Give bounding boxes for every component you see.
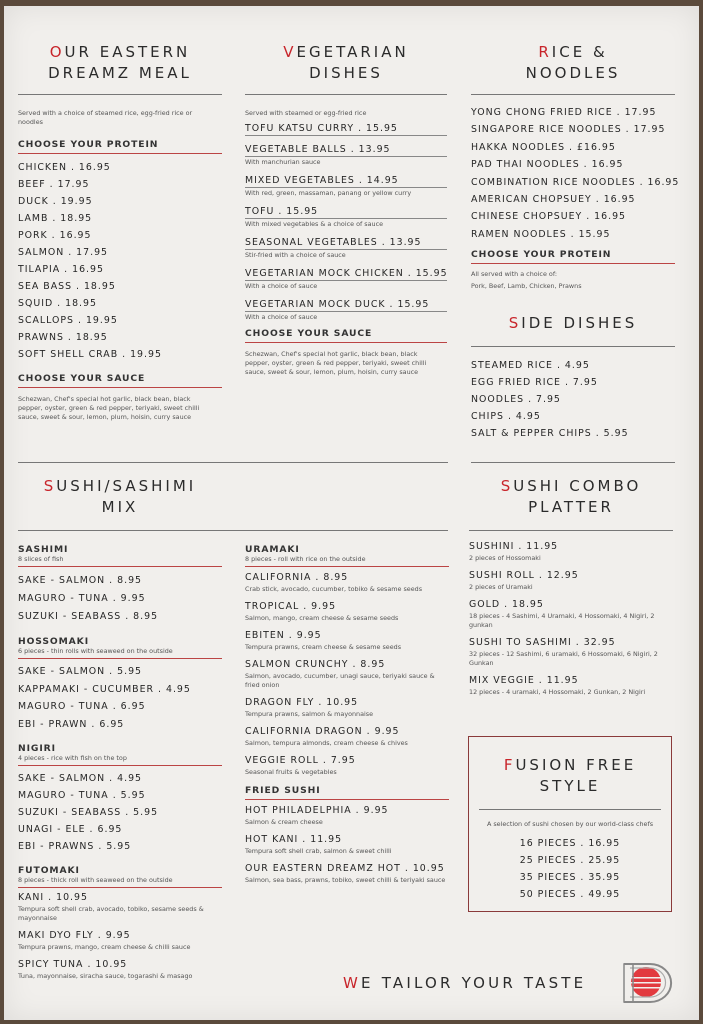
fried-sushi-heading: FRIED SUSHI (245, 785, 321, 796)
menu-item-description: With manchurian sauce (245, 158, 321, 166)
rice-noodles-title (471, 42, 675, 84)
menu-entry (245, 862, 449, 885)
menu-item: MAGURO - TUNA . 5.95 (18, 790, 146, 801)
menu-item: PORK . 16.95 (18, 230, 92, 241)
menu-item-name: SPICY TUNA . 10.95 (18, 959, 128, 970)
menu-item-description: 12 pieces - 4 uramaki, 4 Hossomaki, 2 Gunkan, 2 Nigiri (469, 688, 646, 696)
menu-item: RAMEN NOODLES . 15.95 (471, 228, 611, 240)
restaurant-logo (620, 958, 676, 1008)
menu-item-name: TOFU . 15.95 (245, 205, 447, 219)
side-dishes-title-text: IDE DISHES (521, 314, 638, 333)
futomaki-heading: FUTOMAKI (18, 865, 80, 876)
fusion-title-line1: USION FREE (515, 756, 637, 774)
vegetarian-sauce-description: Schezwan, Chef's special hot garlic, black bean, black pepper, oyster, green & red pepper, teriyaki, sweet chilli sauce, sweet & sour, lemon, plum, hoisin, curry sauce (245, 350, 427, 376)
eastern-description: Served with a choice of steamed rice, egg-fried rice or noodles (18, 109, 193, 126)
divider (18, 658, 222, 659)
menu-entry (245, 236, 447, 260)
menu-item: STEAMED RICE . 4.95 (471, 360, 590, 372)
menu-item-name: KANI . 10.95 (18, 892, 88, 903)
nigiri-list (18, 770, 222, 855)
menu-item: SALMON . 17.95 (18, 247, 109, 258)
side-dishes-list (471, 357, 675, 442)
divider (471, 346, 675, 347)
menu-item: DUCK . 19.95 (18, 196, 93, 207)
menu-item-name: MIX VEGGIE . 11.95 (469, 675, 579, 686)
menu-item: 50 PIECES . 49.95 (519, 889, 621, 900)
hossomaki-heading: HOSSOMAKI (18, 636, 90, 647)
divider (471, 263, 675, 264)
menu-item-description: Salmon & cream cheese (245, 818, 323, 826)
menu-item-description: Crab stick, avocado, cucumber, tobiko & sesame seeds (245, 585, 423, 593)
eastern-protein-list (18, 159, 222, 363)
menu-item: COMBINATION RICE NOODLES . 16.95 (471, 176, 680, 188)
menu-entry (18, 929, 222, 952)
sushi-title-line2: MIX (101, 498, 139, 516)
menu-item-name: VEGETARIAN MOCK CHICKEN . 15.95 (245, 268, 448, 279)
hossomaki-description: 6 pieces - thin rolls with seaweed on the outside (18, 647, 173, 655)
combo-list (469, 540, 673, 697)
menu-entry (245, 143, 447, 167)
eastern-title-initial: O (49, 43, 65, 61)
tagline-text: E TAILOR YOUR TASTE (361, 974, 587, 992)
menu-item-name: SUSHINI . 11.95 (469, 541, 559, 552)
menu-item-description: Stir-fried with a choice of sauce (245, 251, 346, 259)
sashimi-description: 8 slices of fish (18, 555, 64, 563)
combo-title (469, 476, 673, 518)
menu-item-name: HOT KANI . 11.95 (245, 834, 343, 845)
eastern-sauce-heading: CHOOSE YOUR SAUCE (18, 373, 146, 384)
menu-item-name: SUSHI TO SASHIMI . 32.95 (469, 637, 616, 648)
eastern-protein-heading: CHOOSE YOUR PROTEIN (18, 139, 159, 150)
divider (18, 153, 222, 154)
eastern-sauce-description: Schezwan, Chef's special hot garlic, black bean, black pepper, oyster, green & red pepper, teriyaki, sweet chilli sauce, sweet & sour, lemon, plum, hoisin, curry sauce (18, 395, 200, 421)
menu-item: 35 PIECES . 35.95 (519, 872, 621, 883)
combo-title-line1: USHI COMBO (513, 477, 642, 495)
menu-item: SUZUKI - SEABASS . 8.95 (18, 611, 159, 622)
menu-item: EBI - PRAWNS . 5.95 (18, 841, 132, 852)
menu-entry (245, 600, 449, 623)
uramaki-description: 8 pieces - roll with rice on the outside (245, 555, 366, 563)
menu-entry (469, 569, 673, 592)
menu-entry (245, 267, 447, 291)
sushi-title-initial: S (43, 477, 57, 495)
vegetarian-title-initial: V (283, 43, 297, 61)
menu-entry (469, 598, 673, 630)
fusion-title (469, 755, 671, 797)
menu-item-description: Tempura soft shell crab, avocado, tobiko, sesame seeds & mayonnaise (18, 905, 204, 922)
menu-item: MAGURO - TUNA . 6.95 (18, 701, 146, 712)
menu-item: NOODLES . 7.95 (471, 394, 561, 406)
sushi-middle-column (245, 544, 449, 885)
menu-item-name: MAKI DYO FLY . 9.95 (18, 930, 131, 941)
menu-item: EGG FRIED RICE . 7.95 (471, 377, 598, 389)
fusion-title-line2: STYLE (539, 777, 601, 795)
menu-item: TILAPIA . 16.95 (18, 264, 104, 275)
menu-entry (245, 571, 449, 594)
sashimi-list (18, 572, 222, 626)
divider (469, 530, 673, 531)
rice-protein-heading: CHOOSE YOUR PROTEIN (471, 249, 612, 261)
vegetarian-title (245, 42, 447, 84)
menu-item-name: CALIFORNIA DRAGON . 9.95 (245, 726, 400, 737)
rice-protein-description: All served with a choice of: (471, 270, 557, 279)
menu-item: SAKE - SALMON . 4.95 (18, 773, 143, 784)
menu-item: UNAGI - ELE . 6.95 (18, 824, 123, 835)
page-divider (18, 462, 448, 463)
menu-item-description: 2 pieces of Hossomaki (469, 554, 541, 562)
vegetarian-sauce-heading: CHOOSE YOUR SAUCE (245, 328, 373, 339)
menu-item: HAKKA NOODLES . £16.95 (471, 141, 616, 153)
menu-item: SAKE - SALMON . 5.95 (18, 666, 143, 677)
eastern-title-line1: UR EASTERN (64, 43, 191, 61)
menu-entry (469, 674, 673, 697)
divider (18, 765, 222, 766)
menu-item: PAD THAI NOODLES . 16.95 (471, 159, 624, 171)
menu-item: KAPPAMAKI - CUCUMBER . 4.95 (18, 683, 191, 695)
menu-item: EBI - PRAWN . 6.95 (18, 718, 125, 730)
menu-item-name: GOLD . 18.95 (469, 599, 544, 610)
eastern-title-line2: DREAMZ MEAL (48, 64, 192, 82)
menu-item: SALT & PEPPER CHIPS . 5.95 (471, 428, 629, 440)
fusion-list (469, 835, 671, 903)
vegetarian-title-line1: EGETARIAN (296, 43, 409, 61)
menu-item-name: VEGETABLE BALLS . 13.95 (245, 143, 447, 157)
vegetarian-title-line2: DISHES (309, 64, 383, 82)
nigiri-heading: NIGIRI (18, 743, 56, 754)
divider (245, 342, 447, 343)
sashimi-heading: SASHIMI (18, 544, 69, 555)
hossomaki-list (18, 663, 222, 733)
menu-item: CHINESE CHOPSUEY . 16.95 (471, 211, 627, 223)
menu-item-name: SALMON CRUNCHY . 8.95 (245, 659, 386, 670)
sushi-section-header (18, 476, 448, 531)
menu-item-description: Tempura prawns, cream cheese & sesame seeds (245, 643, 402, 651)
futomaki-description: 8 pieces - thick roll with seaweed on the outside (18, 876, 173, 884)
futomaki-list (18, 891, 222, 981)
menu-entry (245, 122, 447, 136)
menu-item-description: Salmon, sea bass, prawns, tobiko, sweet chilli & teriyaki sauce (245, 876, 446, 884)
menu-item: 25 PIECES . 25.95 (519, 855, 621, 866)
fusion-box (468, 736, 672, 912)
menu-item: SEA BASS . 18.95 (18, 281, 116, 292)
eastern-title (18, 42, 222, 84)
eastern-section (18, 42, 222, 422)
menu-entry (469, 636, 673, 668)
divider (245, 566, 449, 567)
menu-item-name: SEASONAL VEGETABLES . 13.95 (245, 236, 447, 250)
rice-noodles-title-initial: R (538, 43, 552, 61)
rice-protein-options: Pork, Beef, Lamb, Chicken, Prawns (471, 282, 582, 291)
menu-item-name: TROPICAL . 9.95 (245, 601, 337, 612)
menu-entry (245, 658, 449, 690)
nigiri-description: 4 pieces - rice with fish on the top (18, 754, 127, 762)
divider (245, 799, 449, 800)
menu-item: SINGAPORE RICE NOODLES . 17.95 (471, 124, 666, 136)
menu-entry (245, 725, 449, 748)
menu-item-name: VEGGIE ROLL . 7.95 (245, 755, 356, 766)
menu-item: CHICKEN . 16.95 (18, 162, 111, 173)
sushi-title (18, 476, 222, 518)
menu-entry (245, 833, 449, 856)
menu-entry (18, 891, 222, 923)
menu-item-description: With red, green, massaman, panang or yellow curry (245, 189, 412, 197)
menu-item-description: Tempura prawns, mango, cream cheese & chilli sauce (18, 943, 191, 951)
menu-item-name: MIXED VEGETABLES . 14.95 (245, 174, 447, 188)
menu-item-description: Tempura prawns, salmon & mayonnaise (245, 710, 374, 718)
menu-entry (245, 804, 449, 827)
menu-item-description: Tempura soft shell crab, salmon & sweet chilli (245, 847, 392, 855)
menu-item-name: DRAGON FLY . 10.95 (245, 697, 359, 708)
tagline-initial: W (343, 974, 362, 992)
vegetarian-item-list (245, 122, 447, 322)
side-dishes-title-initial: S (508, 314, 522, 333)
menu-item: SOFT SHELL CRAB . 19.95 (18, 349, 162, 360)
menu-item-name: TOFU KATSU CURRY . 15.95 (245, 122, 447, 136)
menu-item-description: Salmon, tempura almonds, cream cheese & chives (245, 739, 408, 747)
divider (479, 809, 661, 810)
menu-item-description: With a choice of sauce (245, 313, 318, 321)
rice-noodles-item-list (471, 104, 680, 243)
menu-item-name: HOT PHILADELPHIA . 9.95 (245, 805, 389, 816)
menu-item-name: VEGETARIAN MOCK DUCK . 15.95 (245, 298, 447, 312)
menu-entry (245, 205, 447, 229)
menu-item-description: With a choice of sauce (245, 282, 318, 290)
menu-item: BEEF . 17.95 (18, 179, 90, 190)
side-dishes-title (471, 313, 675, 334)
menu-item: CHIPS . 4.95 (471, 411, 541, 423)
menu-item: AMERICAN CHOPSUEY . 16.95 (471, 194, 636, 206)
menu-entry (245, 298, 447, 322)
uramaki-heading: URAMAKI (245, 544, 300, 555)
menu-item-name: CALIFORNIA . 8.95 (245, 572, 349, 583)
menu-item-description: 32 pieces - 12 Sashimi, 6 uramaki, 6 Hossomaki, 6 Nigiri, 2 Gunkan (469, 650, 658, 667)
menu-item-description: Salmon, mango, cream cheese & sesame seeds (245, 614, 399, 622)
menu-item: SUZUKI - SEABASS . 5.95 (18, 807, 159, 818)
menu-item-description: Seasonal fruits & vegetables (245, 768, 337, 776)
menu-item: 16 PIECES . 16.95 (519, 838, 621, 849)
menu-item-name: EBITEN . 9.95 (245, 630, 322, 641)
menu-item-description: With mixed vegetables & a choice of sauce (245, 220, 384, 228)
menu-entry (245, 629, 449, 652)
menu-entry (245, 696, 449, 719)
menu-item-description: 2 pieces of Uramaki (469, 583, 533, 591)
divider (18, 94, 222, 95)
menu-entry (245, 174, 447, 198)
sushi-title-line1: USHI/SASHIMI (56, 477, 197, 495)
combo-title-line2: PLATTER (528, 498, 614, 516)
fusion-title-initial: F (503, 756, 516, 774)
menu-item-name: SUSHI ROLL . 12.95 (469, 570, 579, 581)
divider (18, 566, 222, 567)
fusion-description: A selection of sushi chosen by our world-class chefs (486, 820, 654, 828)
menu-item-description: 18 pieces - 4 Sashimi, 4 Uramaki, 4 Hossomaki, 4 Nigiri, 2 gunkan (469, 612, 655, 629)
menu-item-name: OUR EASTERN DREAMZ HOT . 10.95 (245, 863, 445, 874)
menu-item: SAKE - SALMON . 8.95 (18, 575, 143, 586)
menu-item: PRAWNS . 18.95 (18, 332, 108, 343)
divider (471, 94, 675, 95)
vegetarian-section (245, 42, 447, 377)
divider (18, 887, 222, 888)
combo-title-initial: S (500, 477, 514, 495)
sushi-left-column (18, 544, 222, 981)
menu-item: SCALLOPS . 19.95 (18, 315, 118, 326)
rice-noodles-section (471, 42, 680, 442)
rice-noodles-title-line1: ICE & (551, 43, 608, 61)
menu-item: YONG CHONG FRIED RICE . 17.95 (471, 107, 657, 118)
tagline (343, 974, 586, 992)
divider (245, 94, 447, 95)
menu-entry (18, 958, 222, 981)
uramaki-list (245, 571, 449, 777)
menu-entry (469, 540, 673, 563)
rice-noodles-title-line2: NOODLES (525, 64, 621, 82)
menu-item: LAMB . 18.95 (18, 213, 93, 224)
combo-section (469, 476, 673, 697)
vegetarian-description: Served with steamed or egg-fried rice (245, 109, 367, 117)
divider (18, 530, 448, 531)
divider (18, 387, 222, 388)
menu-item-description: Salmon, avocado, cucumber, unagi sauce, teriyaki sauce & fried onion (245, 672, 435, 689)
menu-entry (245, 754, 449, 777)
fried-sushi-list (245, 804, 449, 885)
menu-item: MAGURO - TUNA . 9.95 (18, 593, 146, 604)
menu-item-description: Tuna, mayonnaise, siracha sauce, togarashi & masago (18, 972, 193, 980)
page-divider (471, 462, 675, 463)
menu-item: SQUID . 18.95 (18, 298, 97, 309)
